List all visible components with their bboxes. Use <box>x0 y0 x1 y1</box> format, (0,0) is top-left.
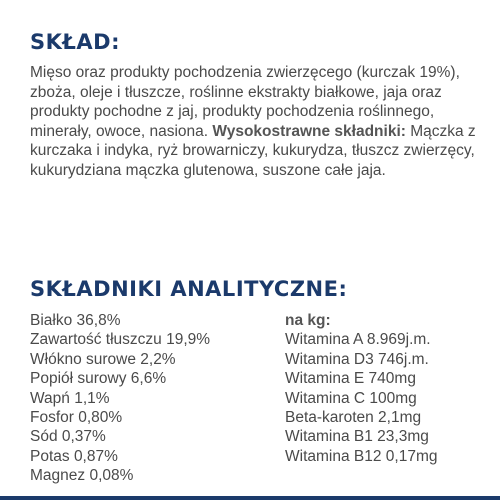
vitamin-b1: Witamina B1 23,3mg <box>285 428 429 446</box>
analytical-left-list <box>30 311 280 486</box>
analytical-item-ash: Popiół surowy 6,6% <box>30 370 167 388</box>
analytical-item-magnesium: Magnez 0,08% <box>30 467 134 485</box>
composition-heading: SKŁAD: <box>30 30 120 54</box>
vitamin-d3: Witamina D3 746j.m. <box>285 350 429 368</box>
composition-bold-label: Wysokostrawne składniki: <box>212 122 406 140</box>
vitamin-b12: Witamina B12 0,17mg <box>285 447 438 465</box>
beta-carotene: Beta-karoten 2,1mg <box>285 409 422 427</box>
analytical-item-fat: Zawartość tłuszczu 19,9% <box>30 331 211 349</box>
analytical-item-phosphorus: Fosfor 0,80% <box>30 409 123 427</box>
vitamin-c: Witamina C 100mg <box>285 389 417 407</box>
analytical-item-protein: Białko 36,8% <box>30 312 121 329</box>
analytical-right-list <box>285 311 495 466</box>
vitamin-a: Witamina A 8.969j.m. <box>285 331 431 349</box>
composition-text-main: Mięso oraz produkty pochodzenia zwierzęcego (kurczak 19%), zboża, oleje i tłuszcze, roślinne ekstrakty białkowe, jaja oraz produkty pochodne z jaj, produkty pochodzenia roślinnego, minerały, owoce, nasiona. <box>30 64 460 140</box>
analytical-heading: SKŁADNIKI ANALITYCZNE: <box>30 277 348 301</box>
analytical-item-potassium: Potas 0,87% <box>30 447 118 465</box>
analytical-item-sodium: Sód 0,37% <box>30 428 106 446</box>
bottom-accent-bar <box>0 496 500 500</box>
analytical-item-fiber: Włókno surowe 2,2% <box>30 350 176 368</box>
composition-text-extra: Mączka z kurczaka i indyka, ryż browarniczy, kukurydza, tłuszcz zwierzęcy, kukurydziana mączka glutenowa, suszone całe jaja. <box>30 122 476 179</box>
composition-text <box>30 63 490 181</box>
per-kg-label: na kg: <box>285 312 331 329</box>
analytical-item-calcium: Wapń 1,1% <box>30 389 110 407</box>
vitamin-e: Witamina E 740mg <box>285 370 416 388</box>
